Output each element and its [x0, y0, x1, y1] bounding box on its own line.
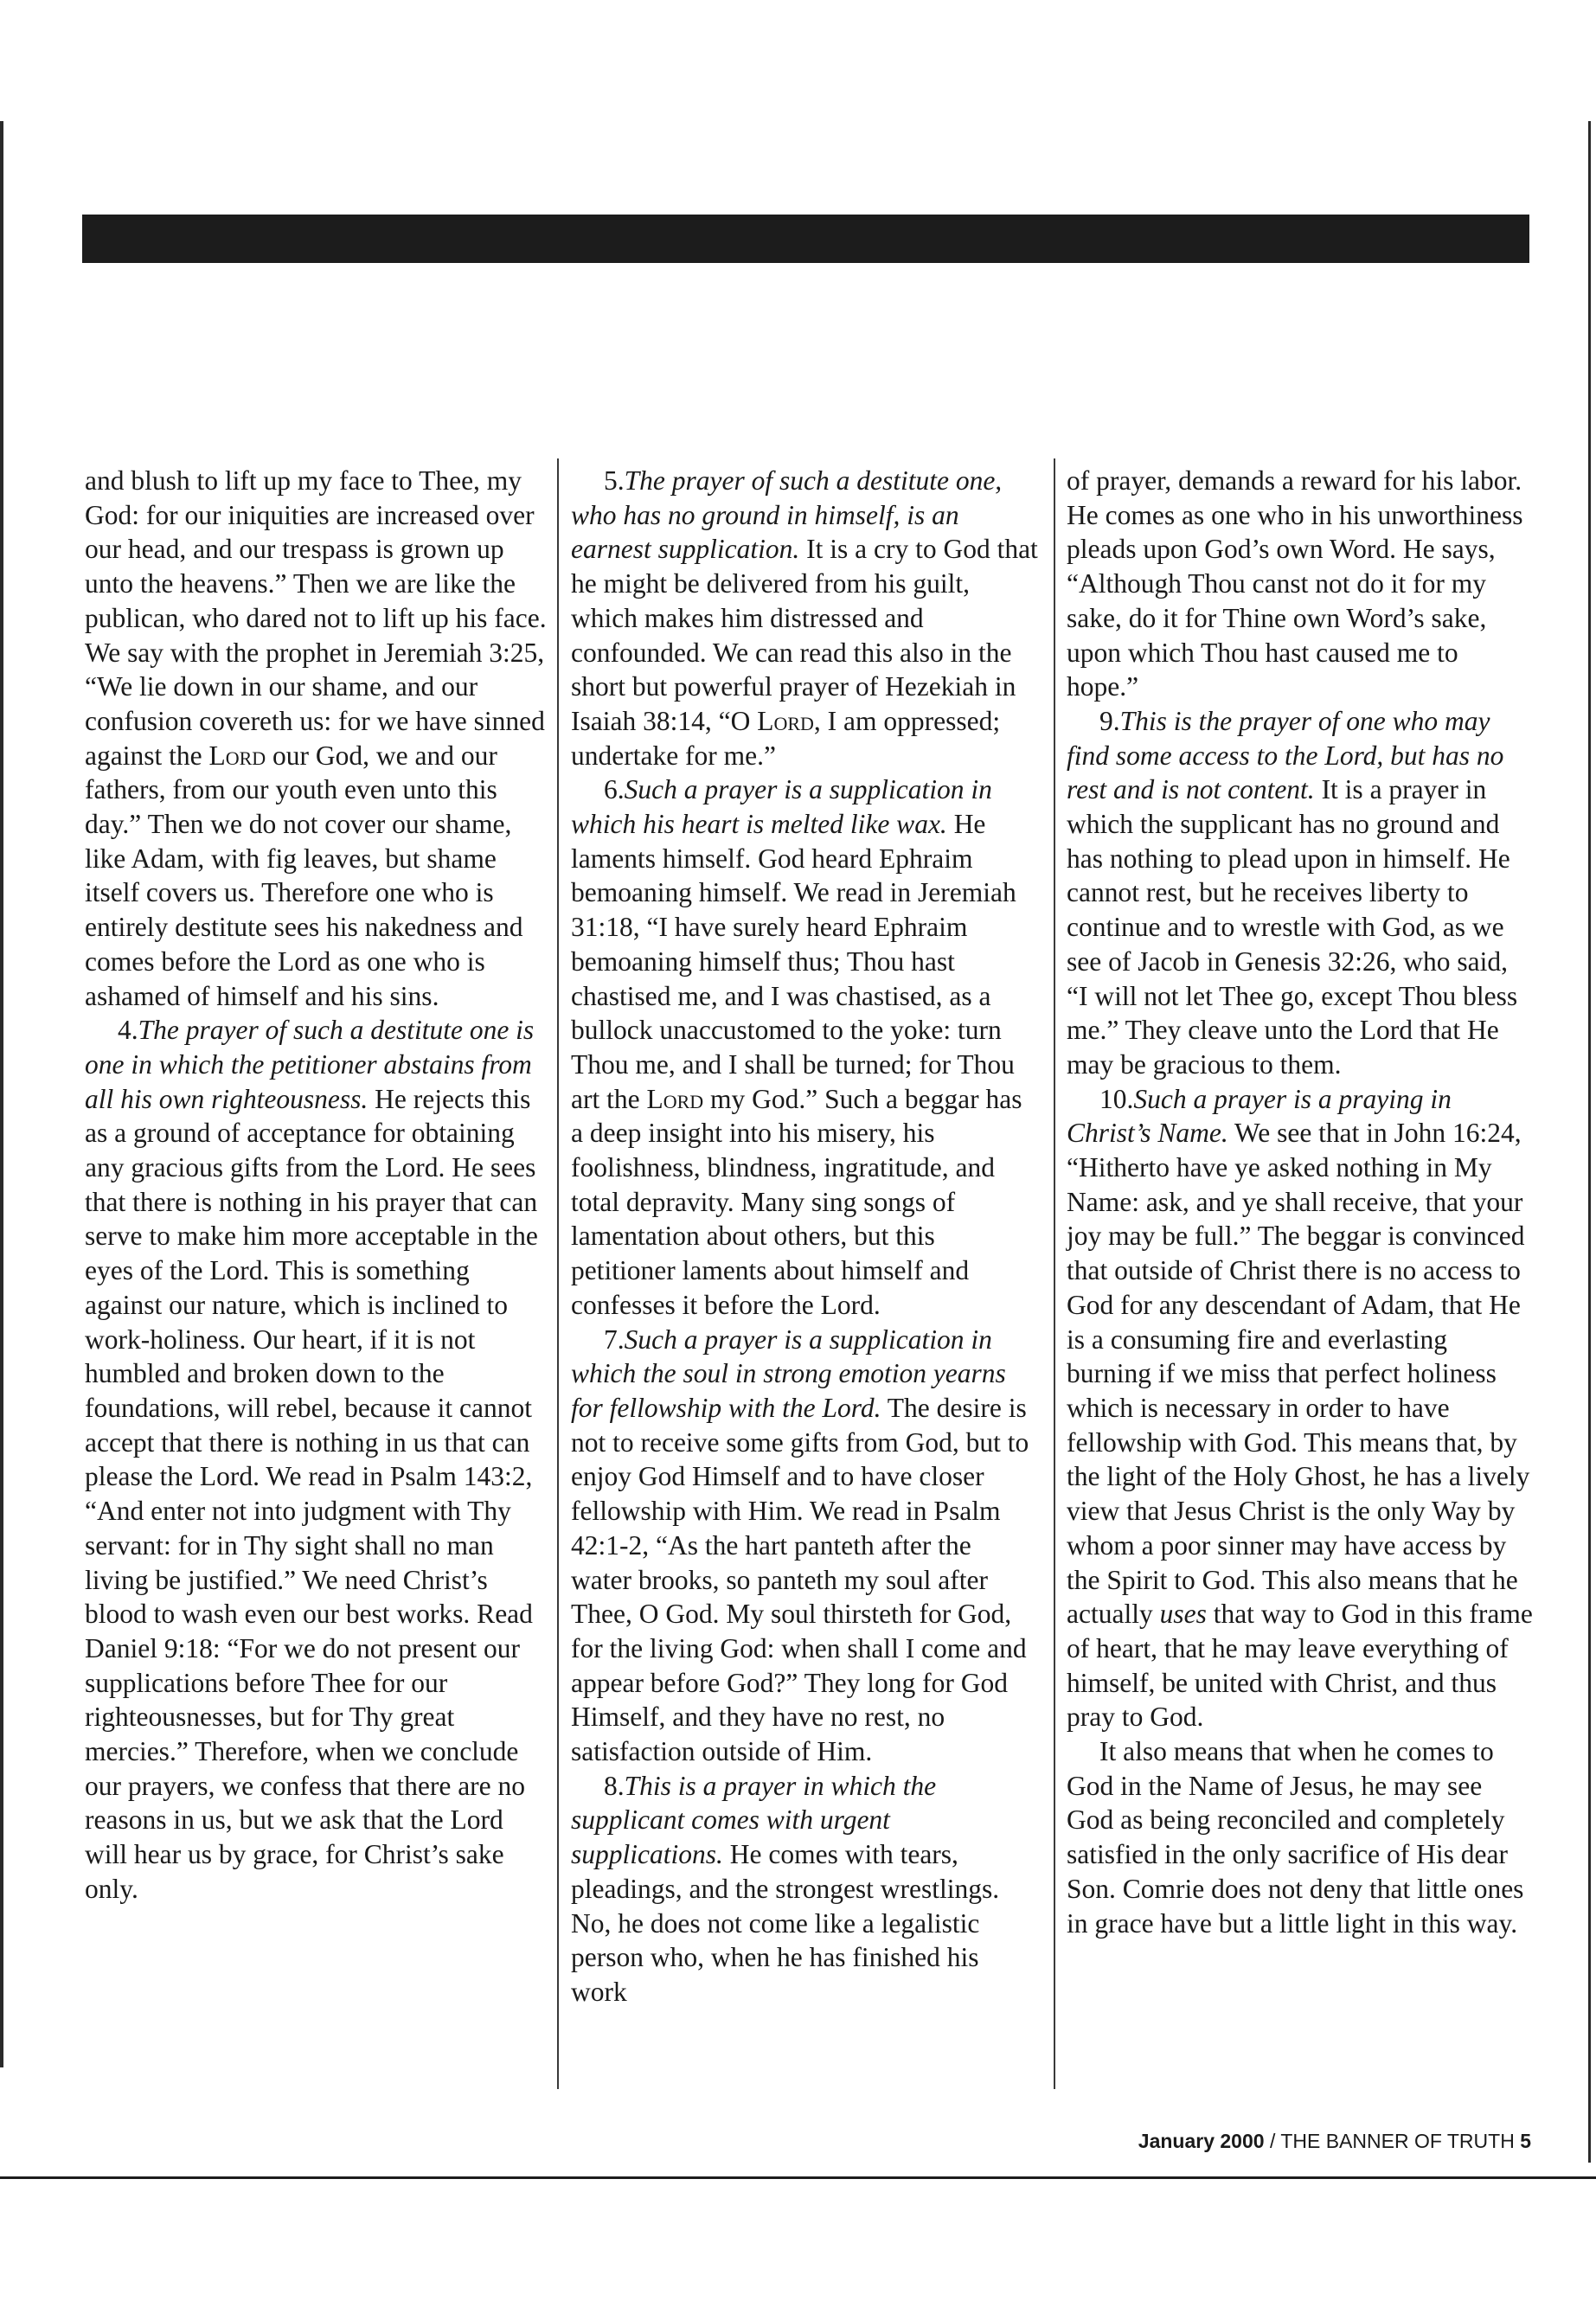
scan-edge-right: [1588, 121, 1591, 2163]
page-footer: [1021, 2130, 1531, 2153]
scan-edge-left: [0, 121, 3, 2067]
footer-separator: /: [1264, 2130, 1281, 2152]
paragraph: of prayer, demands a reward for his labor. He comes as one who in his unworthiness pleads upon God’s own Word. He says, “Although Thou canst not do it for my sake, do it for Thine own Word’s sake, upon which Thou hast caused me to hope.”: [1067, 465, 1523, 702]
paragraph: It also means that when he comes to God in the Name of Jesus, he may see God as being reconciled and completely satisfied in the only sacrifice of His dear Son. Comrie does not deny that little ones in grace have but a little light in this way.: [1067, 1736, 1524, 1939]
paragraph-point-4: 4.The prayer of such a destitute one is one in which the petitioner abstains from all his own righteousness. He rejects this as a ground of acceptance for obtaining any gracious gifts from the Lord. He sees that there is nothing in his prayer that can serve to make him more acceptable in the eyes of the Lord. This is something against our nature, which is inclined to work-holiness. Our heart, if it is not humbled and broken down to the foundations, will rebel, because it cannot accept that there is nothing in us that can please the Lord. We read in Psalm 143:2, “And enter not into judgment with Thy servant: for in Thy sight shall no man living be justified.” We need Christ’s blood to wash even our best works. Read Daniel 9:18: “For we do not present our supplications before Thee for our righteousnesses, but for Thy great mercies.” Therefore, when we conclude our prayers, we confess that there are no reasons in us, but we ask that the Lord will hear us by grace, for Christ’s sake only.: [85, 1015, 538, 1904]
paragraph-point-7: 7.Such a prayer is a supplication in which the soul in strong emotion yearns for fellowship with the Lord. The desire is not to receive some gifts from God, but to enjoy God Himself and to have closer fellowship with Him. We read in Psalm 42:1-2, “As the hart panteth after the water brooks, so panteth my soul after Thee, O God. My soul thirsteth for God, for the living God: when shall I come and appear before God?” They long for God Himself, and they have no rest, no satisfaction outside of Him.: [571, 1324, 1029, 1767]
paragraph-point-10: 10.Such a prayer is a praying in Christ’s Name. We see that in John 16:24, “Hitherto have ye asked nothing in My Name: ask, and ye shall receive, that your joy may be full.” The beggar is convinced that outside of Christ there is no access to God for any descendant of Adam, that He is a consuming fire and everlasting burning if we miss that perfect holiness which is necessary in order to have fellowship with God. This means that, by the light of the Holy Ghost, he has a lively view that Jesus Christ is the only Way by whom a poor sinner may have access by the Spirit to God. This also means that he actually uses that way to God in this frame of heart, that he may leave everything of himself, be united with Christ, and thus pray to God.: [1067, 1083, 1533, 1733]
paragraph-point-6: 6.Such a prayer is a supplication in which his heart is melted like wax. He laments himself. God heard Ephraim bemoaning himself. We read in Jeremiah 31:18, “I have surely heard Ephraim bemoaning himself thus; Thou hast chastised me, and I was chastised, as a bullock unaccustomed to the yoke: turn Thou me, and I shall be turned; for Thou art the Lord my God.” Such a beggar has a deep insight into his misery, his foolishness, blindness, ingratitude, and total depravity. Many sing songs of lamentation about others, but this petitioner laments about himself and confesses it before the Lord.: [571, 774, 1022, 1320]
page-number: 5: [1520, 2130, 1531, 2152]
paragraph-point-8: 8.This is a prayer in which the supplicant comes with urgent supplications. He comes with tears, pleadings, and the strongest wrestlings. No, he does not come like a legalistic person who, when he has finished his work: [571, 1770, 1000, 2007]
column-divider: [557, 458, 559, 2089]
text-column-1: [85, 464, 552, 1907]
footer-publication: THE BANNER OF TRUTH: [1280, 2130, 1515, 2152]
paragraph-point-5: 5.The prayer of such a destitute one, who has no ground in himself, is an earnest supplication. It is a cry to God that he might be delivered from his guilt, which makes him distressed and confounded. We can read this also in the short but powerful prayer of Hezekiah in Isaiah 38:14, “O Lord, I am oppressed; undertake for me.”: [571, 465, 1038, 771]
bottom-rule: [0, 2176, 1596, 2179]
text-column-2: [571, 464, 1038, 2009]
paragraph: and blush to lift up my face to Thee, my God: for our iniquities are increased over our head, and our trespass is grown up unto the heavens.” Then we are like the publican, who dared not to lift up his face. We say with the prophet in Jeremiah 3:25, “We lie down in our shame, and our confusion covereth us: for we have sinned against the Lord our God, we and our fathers, from our youth even unto this day.” Then we do not cover our shame, like Adam, with fig leaves, but shame itself covers us. Therefore one who is entirely destitute sees his nakedness and comes before the Lord as one who is ashamed of himself and his sins.: [85, 465, 547, 1011]
text-column-3: [1067, 464, 1534, 1940]
header-bar: [82, 215, 1529, 263]
column-divider: [1054, 458, 1055, 2089]
paragraph-point-9: 9.This is the prayer of one who may find some access to the Lord, but has no rest and is not content. It is a prayer in which the supplicant has no ground and has nothing to plead upon in himself. He cannot rest, but he receives liberty to continue and to wrestle with God, as we see of Jacob in Genesis 32:26, who said, “I will not let Thee go, except Thou bless me.” They cleave unto the Lord that He may be gracious to them.: [1067, 705, 1518, 1080]
footer-date: January 2000: [1138, 2130, 1265, 2152]
